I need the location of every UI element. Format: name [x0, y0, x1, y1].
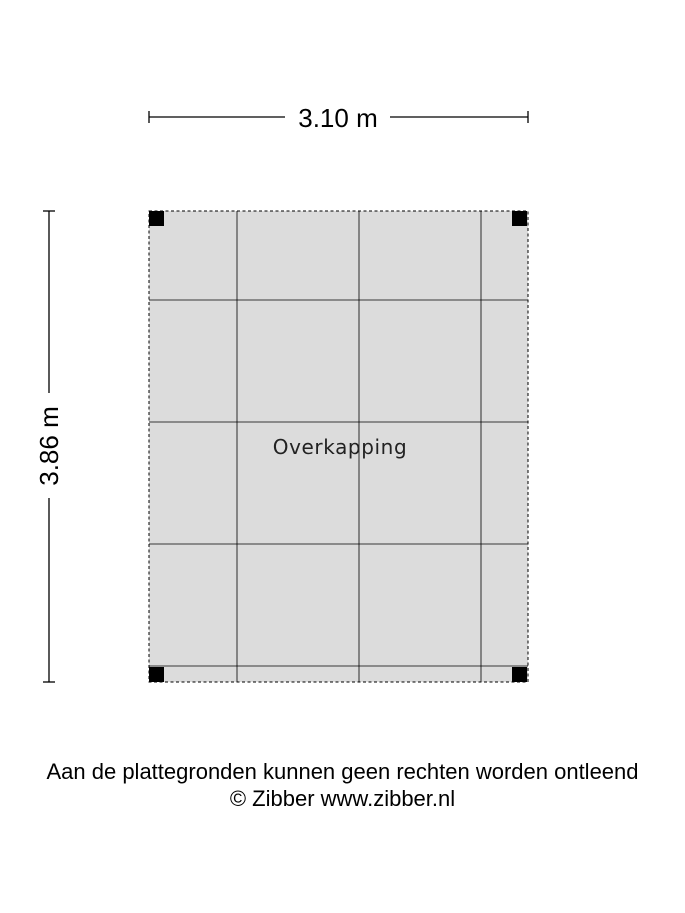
copyright-text: © Zibber www.zibber.nl [229, 786, 456, 811]
room-label: Overkapping [272, 435, 408, 459]
post-bottom-right [512, 667, 527, 682]
room-overkapping [149, 211, 528, 682]
height-dimension-label: 3.86 m [34, 406, 64, 486]
height-dimension [34, 211, 64, 682]
disclaimer-text: Aan de plattegronden kunnen geen rechten worden ontleend [46, 759, 639, 784]
post-bottom-left [149, 667, 164, 682]
width-dimension [149, 103, 528, 133]
post-top-left [149, 211, 164, 226]
post-top-right [512, 211, 527, 226]
width-dimension-label: 3.10 m [298, 103, 378, 133]
